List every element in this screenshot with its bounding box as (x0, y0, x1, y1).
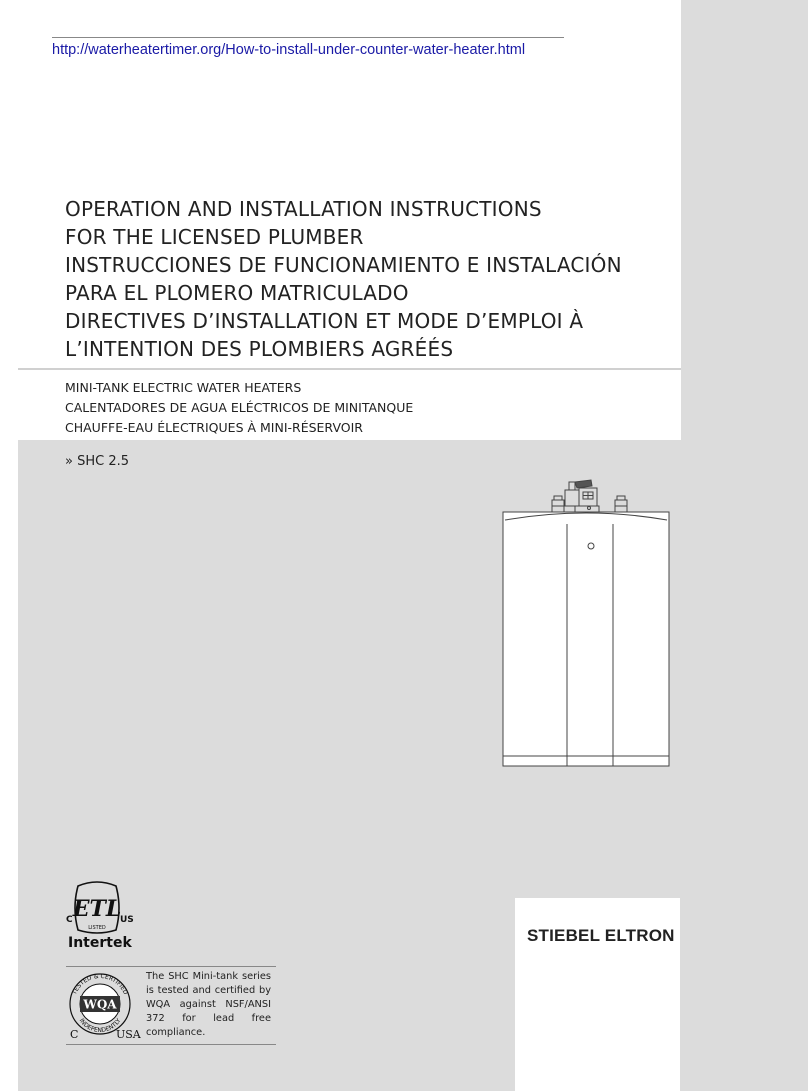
svg-text:US: US (120, 915, 134, 925)
right-gray-band (681, 0, 808, 1091)
svg-text:LISTED: LISTED (88, 925, 106, 931)
svg-text:TESTED & CERTIFIED: TESTED & CERTIFIED (71, 972, 129, 996)
model-label: » SHC 2.5 (65, 454, 129, 469)
subtitle-line: MINI-TANK ELECTRIC WATER HEATERS (65, 380, 302, 395)
title-line: L’INTENTION DES PLOMBIERS AGRÉÉS (65, 337, 454, 361)
title-divider (18, 368, 681, 370)
subtitle-line: CALENTADORES DE AGUA ELÉCTRICOS DE MINITANQUE (65, 400, 414, 415)
etl-listed-logo (62, 880, 132, 936)
svg-text:ETL: ETL (72, 896, 122, 922)
title-line: OPERATION AND INSTALLATION INSTRUCTIONS (65, 197, 542, 221)
svg-text:C: C (66, 915, 73, 925)
source-url-link[interactable]: http://waterheatertimer.org/How-to-install-under-counter-water-heater.html (52, 42, 526, 58)
title-line: INSTRUCCIONES DE FUNCIONAMIENTO E INSTALACIÓN (65, 253, 622, 277)
svg-text:USA: USA (116, 1028, 141, 1041)
title-line: DIRECTIVES D’INSTALLATION ET MODE D’EMPLOI À (65, 309, 584, 333)
title-line: PARA EL PLOMERO MATRICULADO (65, 281, 409, 305)
svg-text:INDEPENDENTLY: INDEPENDENTLY (77, 1017, 123, 1035)
svg-text:WQA: WQA (83, 997, 117, 1012)
cert-divider-bottom (66, 1044, 276, 1045)
svg-text:C: C (70, 1028, 79, 1041)
intertek-label: Intertek (68, 935, 132, 951)
subtitle-block (65, 378, 413, 438)
wqa-seal-logo (64, 970, 144, 1042)
url-divider (52, 37, 564, 38)
subtitle-line: CHAUFFE-EAU ÉLECTRIQUES À MINI-RÉSERVOIR (65, 420, 363, 435)
title-line: FOR THE LICENSED PLUMBER (65, 225, 364, 249)
title-block (65, 195, 622, 363)
brand-logo: STIEBEL ELTRON (527, 926, 675, 945)
wqa-certification-note: The SHC Mini-tank series is tested and certified by WQA against NSF/ANSI 372 for lead free compliance. (146, 971, 271, 1038)
water-heater-illustration (495, 478, 675, 770)
cert-divider-top (66, 966, 276, 967)
